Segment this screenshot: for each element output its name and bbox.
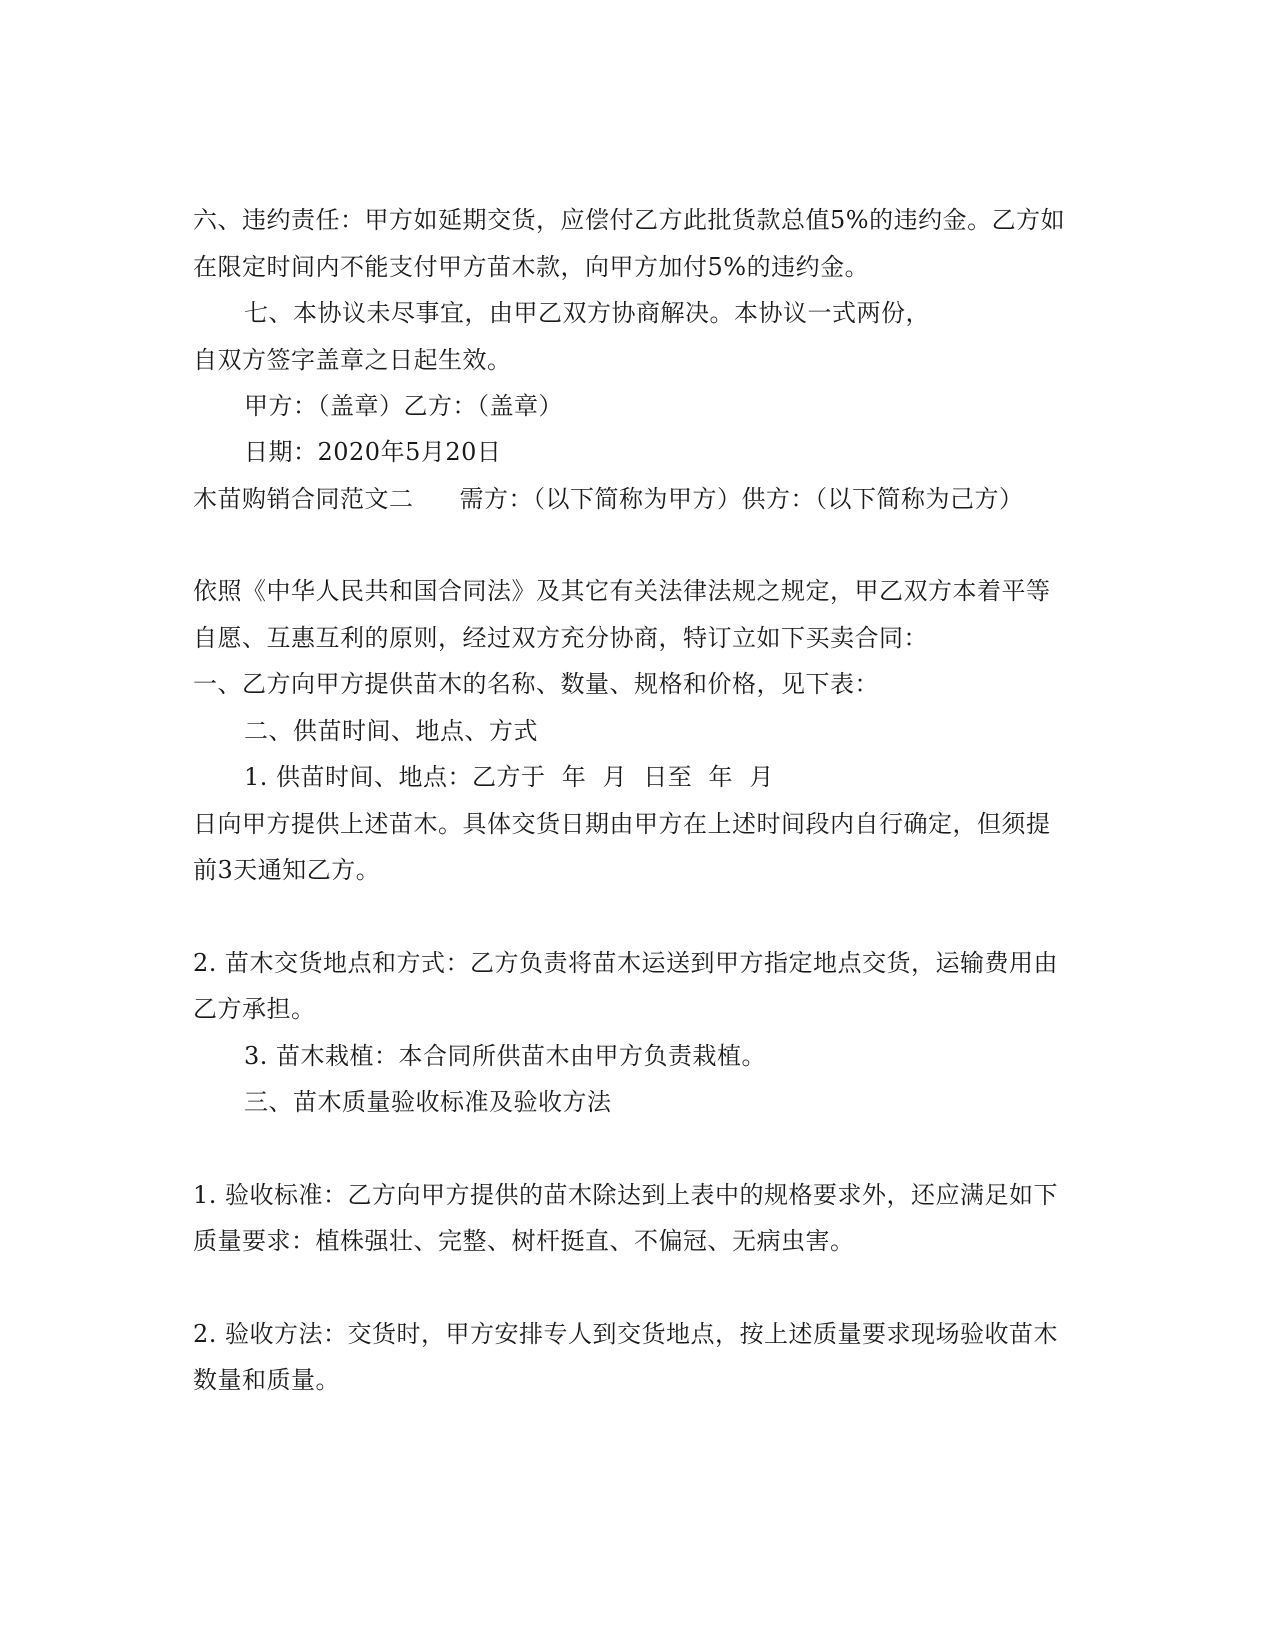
article-2-item-1-line-2: 日向甲方提供上述苗木。具体交货日期由甲方在上述时间段内自行确定，但须提 — [193, 810, 1051, 838]
clause-6-line-2: 在限定时间内不能支付甲方苗木款，向甲方加付5%的违约金。 — [193, 253, 870, 281]
clause-7-line-2: 自双方签字盖章之日起生效。 — [193, 346, 512, 374]
article-2-item-2-line-1: 2. 苗木交货地点和方式：乙方负责将苗木运送到甲方指定地点交货，运输费用由 — [193, 949, 1059, 977]
article-1-line: 一、乙方向甲方提供苗木的名称、数量、规格和价格，见下表： — [193, 670, 879, 698]
article-2-heading: 二、供苗时间、地点、方式 — [244, 717, 538, 745]
article-2-item-3-line: 3. 苗木栽植：本合同所供苗木由甲方负责栽植。 — [244, 1042, 767, 1070]
second-contract-title: 木苗购销合同范文二 — [193, 485, 414, 513]
signature-line: 甲方：（盖章）乙方：（盖章） — [244, 392, 563, 420]
article-3-heading: 三、苗木质量验收标准及验收方法 — [244, 1088, 612, 1116]
article-2-item-1-line-1: 1. 供苗时间、地点：乙方于 年 月 日至 年 月 — [244, 763, 774, 791]
article-3-item-2-line-2: 数量和质量。 — [193, 1366, 340, 1394]
preamble-line-1: 依照《中华人民共和国合同法》及其它有关法律法规之规定，甲乙双方本着平等 — [193, 577, 1051, 605]
article-2-item-1-line-3: 前3天通知乙方。 — [193, 856, 381, 884]
date-line: 日期：2020年5月20日 — [244, 438, 502, 466]
parties-line: 需方：（以下简称为甲方）供方：（以下简称为己方） — [459, 485, 1024, 513]
article-2-item-2-line-2: 乙方承担。 — [193, 995, 316, 1023]
article-3-item-1-line-2: 质量要求：植株强壮、完整、树杆挺直、不偏冠、无病虫害。 — [193, 1227, 855, 1255]
article-3-item-1-line-1: 1. 验收标准：乙方向甲方提供的苗木除达到上表中的规格要求外，还应满足如下 — [193, 1181, 1059, 1209]
preamble-line-2: 自愿、互惠互利的原则，经过双方充分协商，特订立如下买卖合同： — [193, 624, 928, 652]
clause-7-line-1: 七、本协议未尽事宜，由甲乙双方协商解决。本协议一式两份， — [244, 299, 930, 327]
second-contract-heading — [193, 484, 1024, 514]
clause-6-line-1: 六、违约责任：甲方如延期交货，应偿付乙方此批货款总值5%的违约金。乙方如 — [193, 206, 1066, 234]
article-3-item-2-line-1: 2. 验收方法：交货时，甲方安排专人到交货地点，按上述质量要求现场验收苗木 — [193, 1320, 1059, 1348]
